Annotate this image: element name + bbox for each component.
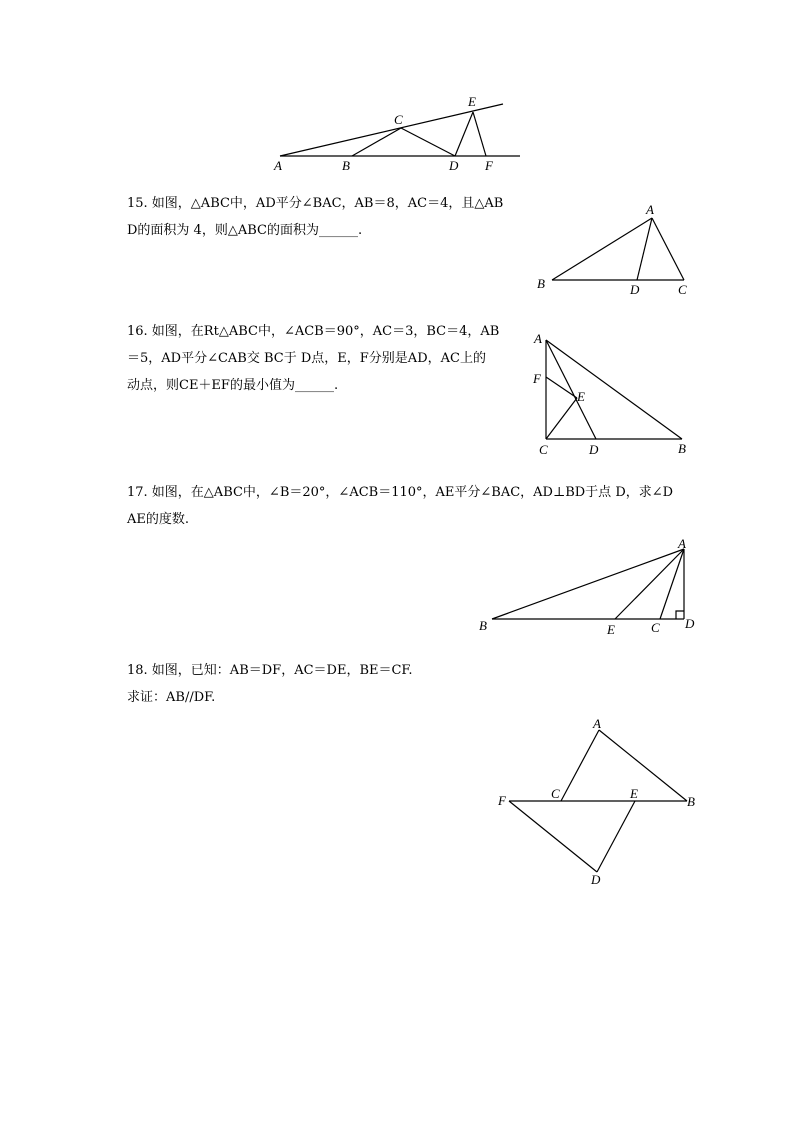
question-18-figure	[490, 710, 710, 895]
label-E: E	[607, 622, 615, 637]
label-B: B	[687, 794, 695, 809]
label-D: D	[589, 442, 599, 457]
question-16-figure	[530, 330, 700, 460]
label-B: B	[479, 618, 487, 633]
label-F: F	[498, 793, 506, 808]
label-B: B	[678, 441, 686, 456]
question-16-line-2: ＝5，AD平分∠CAB交 BC于 D点，E，F分别是AD，AC上的	[127, 351, 486, 366]
label-C: C	[539, 442, 548, 457]
label-D: D	[630, 282, 640, 297]
question-16-line-3: 动点，则CE＋EF的最小值为______.	[127, 378, 339, 393]
question-18-line-2: 求证：AB//DF.	[127, 690, 216, 705]
label-A: A	[274, 158, 282, 173]
question-15-figure	[530, 200, 700, 300]
question-17-text	[127, 479, 673, 533]
question-15-text	[127, 190, 503, 244]
question-16-line-1: 16. 如图，在Rt△ABC中，∠ACB＝90°，AC＝3，BC＝4，AB	[127, 324, 500, 339]
label-D: D	[685, 616, 695, 631]
label-E: E	[630, 786, 638, 801]
question-18-text	[127, 657, 413, 711]
label-A: A	[678, 536, 686, 551]
label-E: E	[468, 94, 476, 109]
question-18-line-1: 18. 如图，已知：AB＝DF，AC＝DE，BE＝CF.	[127, 663, 413, 678]
label-A: A	[534, 331, 542, 346]
question-15-line-2: D的面积为 4，则△ABC的面积为______.	[127, 223, 363, 238]
label-B: B	[537, 276, 545, 291]
label-D: D	[449, 158, 459, 173]
question-16-text	[127, 318, 499, 399]
label-C: C	[651, 620, 660, 635]
label-D: D	[591, 872, 601, 887]
label-F: F	[485, 158, 493, 173]
label-C: C	[394, 112, 403, 127]
label-C: C	[678, 282, 687, 297]
label-A: A	[646, 202, 654, 217]
question-17-figure	[470, 535, 710, 635]
question-17-line-2: AE的度数.	[127, 512, 190, 527]
label-F: F	[533, 371, 541, 386]
label-B: B	[342, 158, 350, 173]
label-C: C	[551, 786, 560, 801]
question-17-line-1: 17. 如图，在△ABC中，∠B＝20°，∠ACB＝110°，AE平分∠BAC，AD⊥BD于点 D，求∠D	[127, 485, 674, 500]
figure-top-geometry	[270, 90, 530, 180]
question-15-line-1: 15. 如图，△ABC中，AD平分∠BAC，AB＝8，AC＝4，且△AB	[127, 196, 504, 211]
label-A: A	[593, 716, 601, 731]
label-E: E	[577, 389, 585, 404]
